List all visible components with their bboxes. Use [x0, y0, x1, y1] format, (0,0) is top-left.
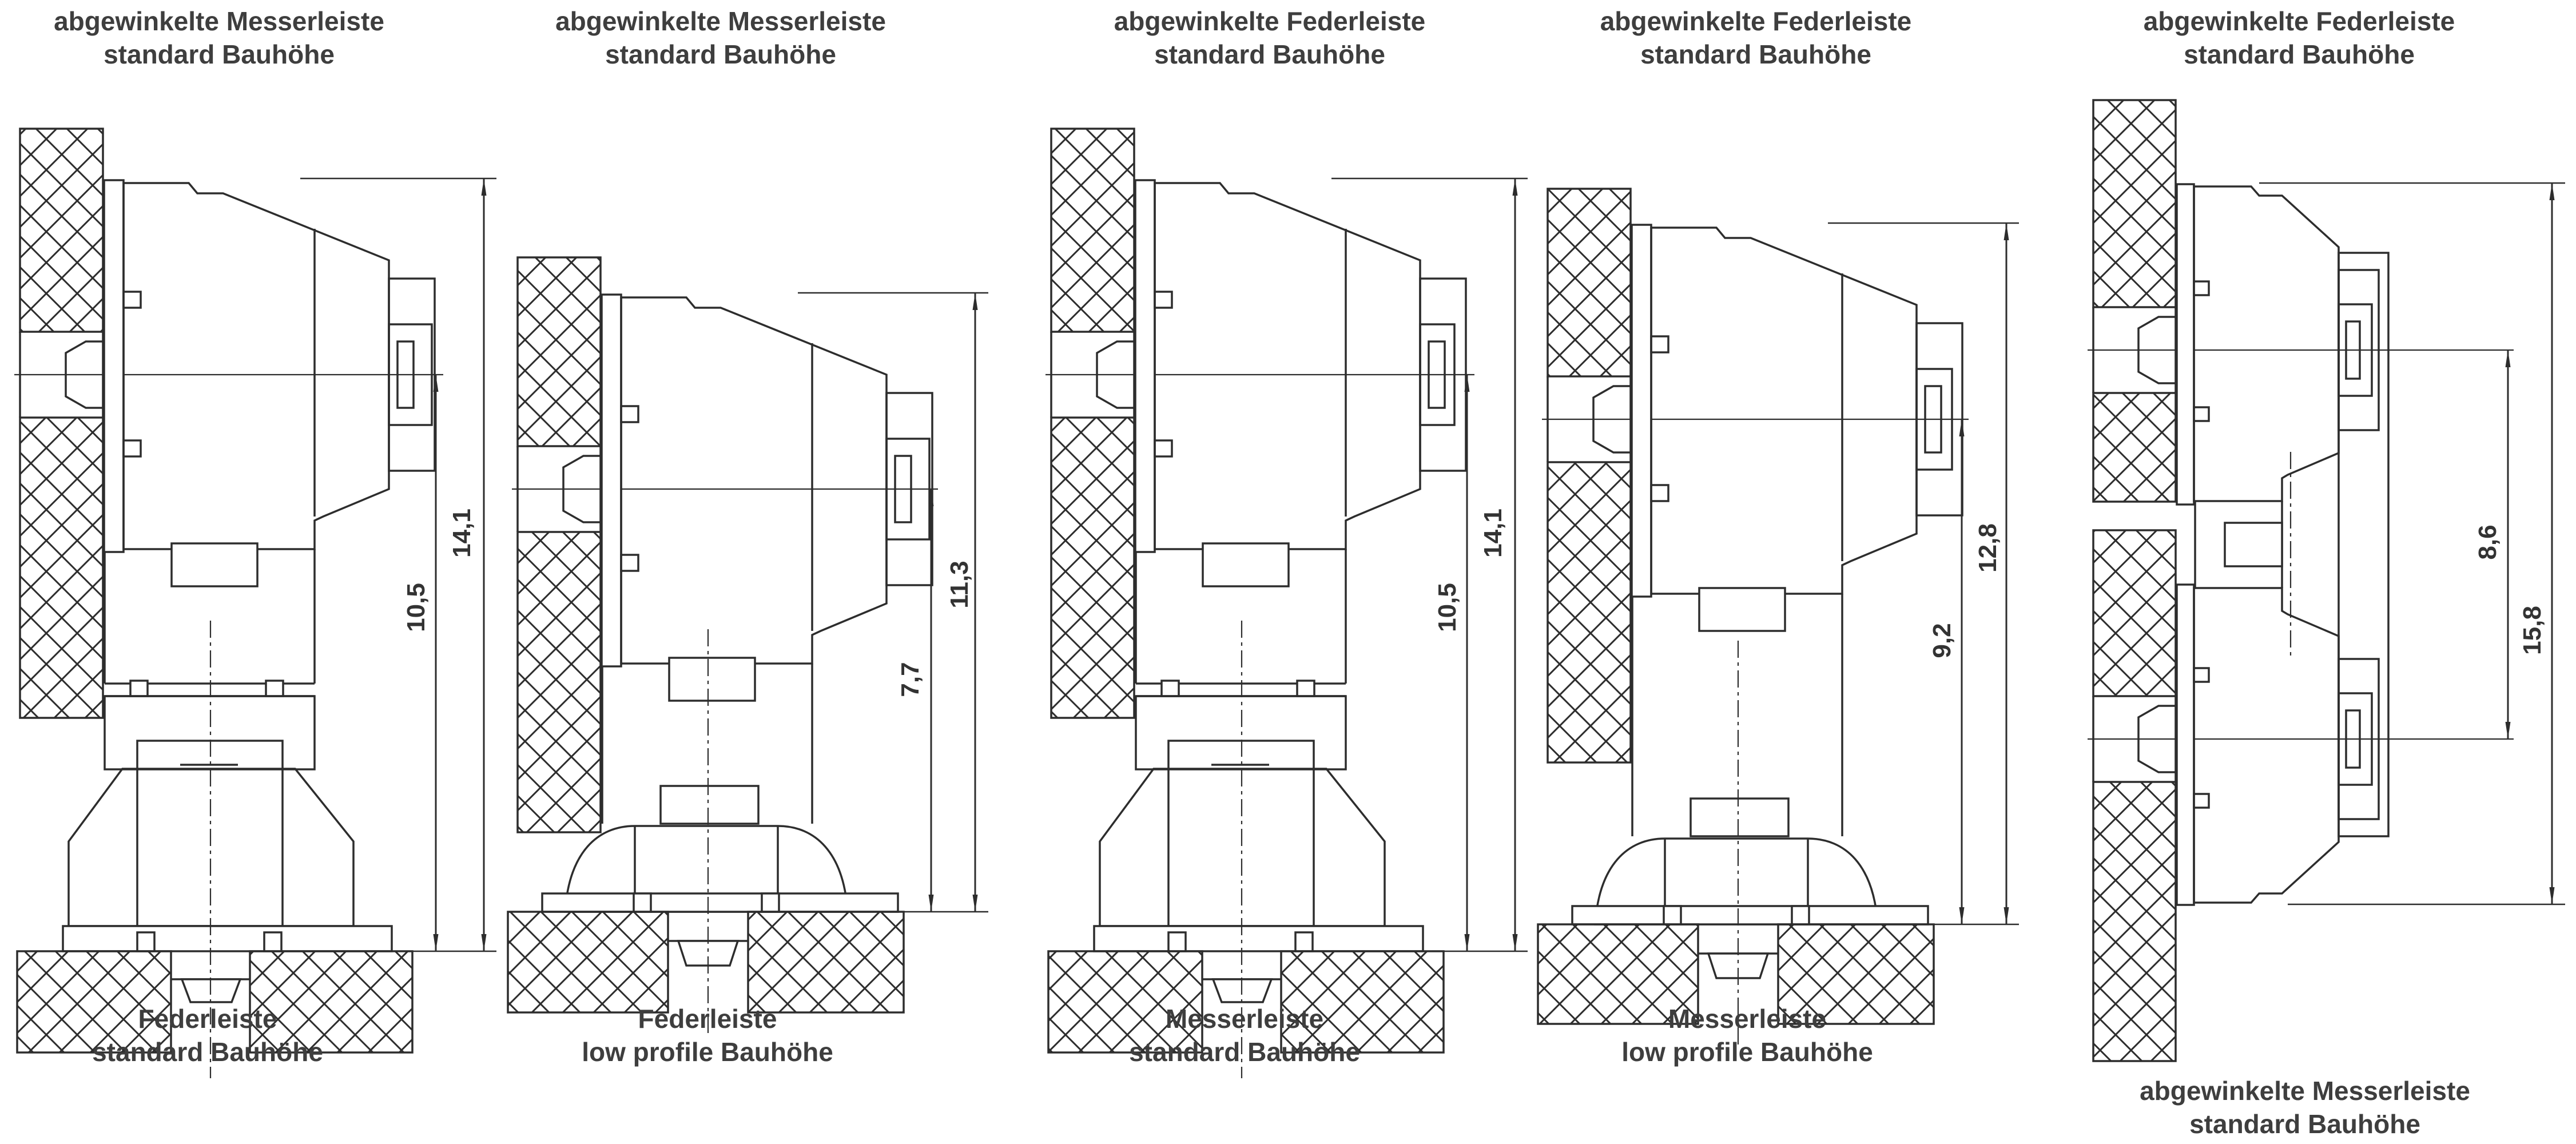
panel5-dim-inner-label: 8,6 — [2474, 525, 2502, 560]
panel4-dim-inner-label: 9,2 — [1928, 623, 1956, 658]
panel2-title-top — [508, 5, 933, 71]
panel2-dim-inner-label: 7,7 — [896, 662, 924, 697]
panel5-title-top — [2086, 5, 2512, 71]
panel3-dim-inner-label: 10,5 — [1433, 583, 1461, 632]
panel3-title-top-line1: abgewinkelte Federleiste — [1114, 6, 1426, 36]
panel4-title-bottom-line1: Messerleiste — [1668, 1004, 1827, 1034]
panel1-title-top-line1: abgewinkelte Messerleiste — [54, 6, 384, 36]
panel3-title-top-line2: standard Bauhöhe — [1154, 39, 1385, 69]
panel2-title-bottom — [498, 1002, 917, 1068]
panel1-dim-outer-label: 14,1 — [448, 509, 476, 558]
panel5-title-bottom-line2: standard Bauhöhe — [2189, 1109, 2420, 1139]
panel2-title-top-line1: abgewinkelte Messerleiste — [555, 6, 886, 36]
panel3-dim-outer-label: 14,1 — [1479, 509, 1507, 558]
panel4-title-top — [1542, 5, 1970, 71]
drawing-angled-female-on-angled-male — [2088, 100, 2565, 1061]
panel4-title-top-line2: standard Bauhöhe — [1640, 39, 1871, 69]
panel1-title-bottom-line1: Federleiste — [138, 1004, 277, 1034]
panel5-title-bottom-line1: abgewinkelte Messerleiste — [2140, 1076, 2470, 1106]
panel4-title-bottom-line2: low profile Bauhöhe — [1621, 1037, 1873, 1067]
panel3-title-bottom — [1035, 1002, 1454, 1068]
panel4-dim-outer-label: 12,8 — [1974, 523, 2002, 573]
panel2-dim-outer-label: 11,3 — [945, 561, 973, 609]
drawing-angled-female-on-lowprofile-male — [1538, 189, 2019, 1047]
mounting-flange — [63, 926, 392, 951]
panel4-title-bottom — [1539, 1002, 1956, 1068]
panel1-title-bottom — [0, 1002, 415, 1068]
panel5-dim-outer-label: 15,8 — [2518, 606, 2546, 655]
panel4-title-top-line1: abgewinkelte Federleiste — [1600, 6, 1912, 36]
pan3-title-bottom-line2: standard Bauhöhe — [1129, 1037, 1360, 1067]
vertical-pcb-lower — [20, 418, 103, 718]
panel2-title-bottom-line2: low profile Bauhöhe — [582, 1037, 833, 1067]
panel1-title-bottom-line2: standard Bauhöhe — [92, 1037, 323, 1067]
drawing-angled-male-on-lowprofile-female — [508, 257, 988, 1035]
vertical-pcb-upper — [20, 129, 103, 332]
connector-flange — [104, 180, 124, 552]
panel2-title-bottom-line1: Federleiste — [638, 1004, 777, 1034]
panel1-dim-inner-label: 10,5 — [402, 583, 430, 632]
panel3-title-top — [1054, 5, 1486, 71]
panel5-title-bottom — [2082, 1074, 2528, 1141]
panel5-title-top-line2: standard Bauhöhe — [2184, 39, 2415, 69]
angled-connector-body — [124, 183, 389, 549]
panel5-title-top-line1: abgewinkelte Federleiste — [2143, 6, 2455, 36]
panel2-title-top-line2: standard Bauhöhe — [605, 39, 836, 69]
panel1-title-top — [5, 5, 434, 71]
panel1-title-top-line2: standard Bauhöhe — [104, 39, 335, 69]
panel3-title-bottom-line1: Messerleiste — [1165, 1004, 1324, 1034]
